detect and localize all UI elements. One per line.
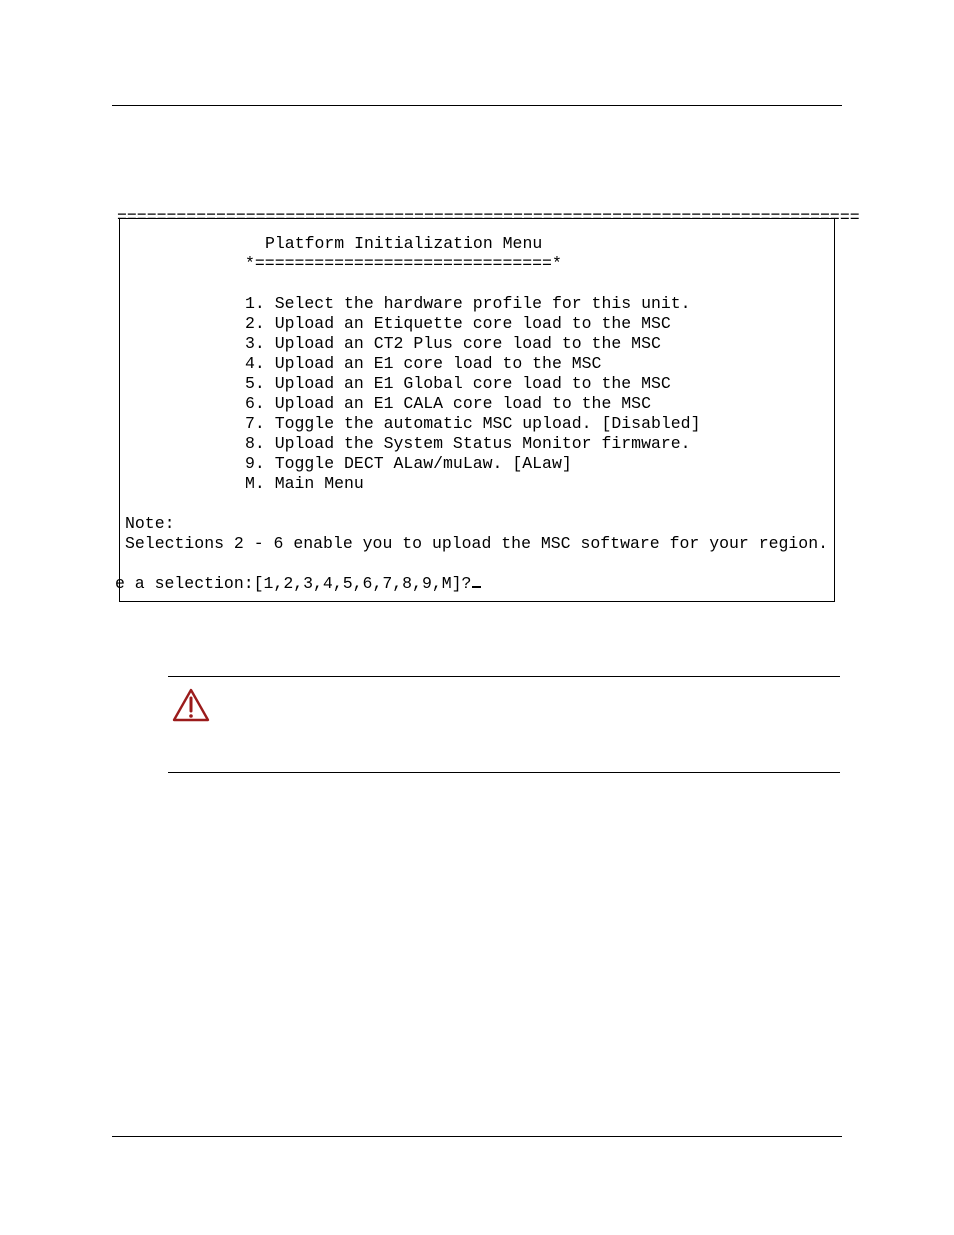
menu-item-main-menu: M. Main Menu [245,474,364,493]
selection-prompt-line [115,574,481,594]
menu-item-7: 7. Toggle the automatic MSC upload. [Disabled] [245,414,701,433]
menu-item-2: 2. Upload an Etiquette core load to the MSC [245,314,671,333]
footer-rule [112,1136,842,1137]
terminal-border-line: =========================================================================== [117,208,860,227]
menu-item-3: 3. Upload an CT2 Plus core load to the MSC [245,334,661,353]
menu-item-1: 1. Select the hardware profile for this unit. [245,294,691,313]
menu-item-6: 6. Upload an E1 CALA core load to the MSC [245,394,651,413]
warning-callout-bottom-rule [168,772,840,773]
menu-title: Platform Initialization Menu [265,234,543,253]
menu-item-8: 8. Upload the System Status Monitor firmware. [245,434,691,453]
text-cursor [472,586,481,588]
menu-item-5: 5. Upload an E1 Global core load to the MSC [245,374,671,393]
warning-callout-top-rule [168,676,840,677]
selection-prompt: e a selection:[1,2,3,4,5,6,7,8,9,M]? [115,574,472,593]
warning-triangle-icon [172,688,210,722]
terminal-screenshot [115,208,860,602]
menu-title-underline: *==============================* [245,254,562,273]
menu-item-9: 9. Toggle DECT ALaw/muLaw. [ALaw] [245,454,572,473]
note-label: Note: [125,514,175,533]
note-text: Selections 2 - 6 enable you to upload the MSC software for your region. [125,534,829,553]
menu-item-4: 4. Upload an E1 core load to the MSC [245,354,602,373]
header-rule [112,105,842,106]
